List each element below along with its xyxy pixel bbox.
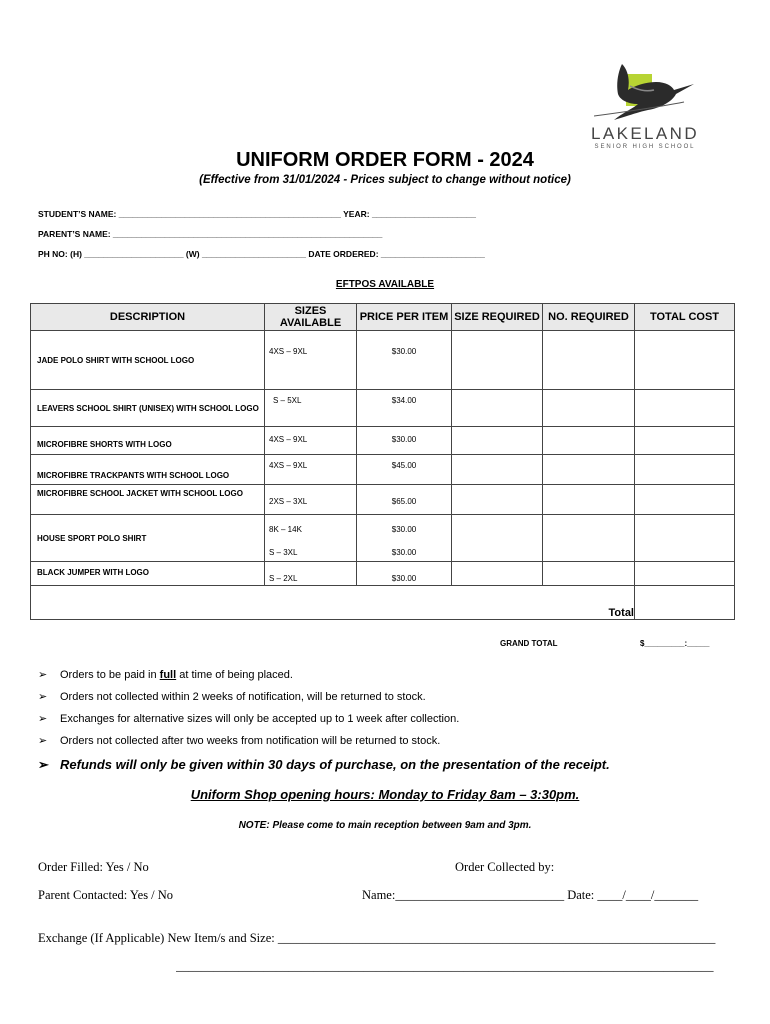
item-price: $30.00 — [391, 525, 417, 534]
arrow-icon: ➢ — [38, 757, 49, 772]
item-price: $34.00 — [391, 396, 417, 405]
logo-wordmark: LAKELAND — [590, 124, 700, 143]
no-required-cell[interactable] — [543, 331, 635, 390]
table-row — [31, 427, 735, 455]
eftpos-notice: EFTPOS AVAILABLE — [335, 279, 435, 290]
table-header-row — [31, 304, 735, 331]
size-required-cell[interactable] — [452, 427, 543, 455]
total-cell[interactable] — [635, 586, 735, 620]
table-row — [31, 390, 735, 427]
item-sizes: S – 5XL — [273, 396, 302, 405]
form-title: UNIFORM ORDER FORM - 2024 — [236, 149, 534, 171]
size-required-cell[interactable] — [452, 515, 543, 562]
refund-policy: ➢ Refunds will only be given within 30 days of purchase, on the presentation of the receipt. — [38, 757, 610, 772]
arrow-icon: ➢ — [38, 735, 48, 747]
arrow-icon: ➢ — [38, 669, 48, 681]
no-required-cell[interactable] — [543, 562, 635, 586]
grand-total-label: GRAND TOTAL — [500, 639, 558, 648]
table-row — [31, 331, 735, 390]
item-description: BLACK JUMPER WITH LOGO — [31, 562, 265, 586]
header-description: DESCRIPTION — [31, 304, 265, 331]
table-row — [31, 455, 735, 485]
item-description: MICROFIBRE SHORTS WITH LOGO — [31, 427, 265, 455]
school-logo — [590, 60, 700, 155]
item-sizes: 2XS – 3XL — [269, 497, 308, 506]
bullet-payment: ➢ Orders to be paid in full at time of being placed. — [38, 669, 293, 681]
size-required-cell[interactable] — [452, 485, 543, 515]
parent-contacted[interactable]: Parent Contacted: Yes / No — [38, 888, 174, 902]
item-description: MICROFIBRE SCHOOL JACKET WITH SCHOOL LOGO — [31, 485, 265, 515]
item-sizes-adult: S – 3XL — [269, 548, 298, 557]
name-date-field[interactable]: Name:___________________________ Date: ____/____/_______ — [362, 888, 699, 902]
phone-date-field[interactable]: PH NO: (H) _____________________ (W) ______________________ DATE ORDERED: ______________________ — [38, 249, 485, 259]
student-name-field[interactable]: STUDENT’S NAME: _______________________________________________ YEAR: ______________________ — [38, 209, 476, 219]
heron-icon — [594, 60, 700, 124]
no-required-cell[interactable] — [543, 427, 635, 455]
header-total-cost: TOTAL COST — [635, 304, 735, 331]
exchange-field[interactable]: Exchange (If Applicable) New Item/s and Size: ______________________________________________________________________ — [38, 931, 716, 945]
total-cost-cell[interactable] — [635, 390, 735, 427]
total-label: Total — [31, 586, 635, 620]
order-table — [30, 303, 735, 620]
shop-hours: Uniform Shop opening hours: Monday to Friday 8am – 3:30pm. — [190, 787, 580, 802]
order-filled[interactable]: Order Filled: Yes / No — [38, 860, 149, 874]
no-required-cell[interactable] — [543, 455, 635, 485]
header-price: PRICE PER ITEM — [357, 304, 452, 331]
item-description: HOUSE SPORT POLO SHIRT — [31, 515, 265, 562]
total-cost-cell[interactable] — [635, 427, 735, 455]
table-row — [31, 562, 735, 586]
table-row — [31, 515, 735, 562]
bullet-returns: ➢ Orders not collected after two weeks from notification will be returned to stock. — [38, 735, 441, 747]
item-sizes: 4XS – 9XL — [269, 435, 308, 444]
exchange-field-line2[interactable]: ______________________________________________________________________________________ — [176, 959, 714, 973]
total-cost-cell[interactable] — [635, 562, 735, 586]
arrow-icon: ➢ — [38, 691, 48, 703]
size-required-cell[interactable] — [452, 331, 543, 390]
total-cost-cell[interactable] — [635, 515, 735, 562]
parent-name-field[interactable]: PARENT’S NAME: _________________________________________________________ — [38, 229, 383, 239]
table-row — [31, 485, 735, 515]
item-price: $30.00 — [391, 574, 417, 583]
logo-subtext: SENIOR HIGH SCHOOL — [594, 144, 696, 150]
header-no-required: NO. REQUIRED — [543, 304, 635, 331]
header-size-required: SIZE REQUIRED — [452, 304, 543, 331]
no-required-cell[interactable] — [543, 390, 635, 427]
header-sizes: SIZES AVAILABLE — [265, 304, 357, 331]
item-price-adult: $30.00 — [391, 548, 417, 557]
size-required-cell[interactable] — [452, 455, 543, 485]
total-cost-cell[interactable] — [635, 485, 735, 515]
size-required-cell[interactable] — [452, 562, 543, 586]
no-required-cell[interactable] — [543, 515, 635, 562]
bullet-collection: ➢ Orders not collected within 2 weeks of notification, will be returned to stock. — [38, 691, 426, 703]
reception-note: NOTE: Please come to main reception between 9am and 3pm. — [238, 820, 532, 831]
bullet-exchanges: ➢ Exchanges for alternative sizes will only be accepted up to 1 week after collection. — [38, 713, 460, 725]
total-cost-cell[interactable] — [635, 331, 735, 390]
item-sizes: 4XS – 9XL — [269, 461, 308, 470]
item-sizes: 4XS – 9XL — [269, 347, 308, 356]
total-cost-cell[interactable] — [635, 455, 735, 485]
item-description: JADE POLO SHIRT WITH SCHOOL LOGO — [31, 331, 265, 390]
grand-total-value[interactable]: $_________:_____ — [640, 639, 710, 648]
form-subtitle: (Effective from 31/01/2024 - Prices subject to change without notice) — [199, 174, 571, 186]
no-required-cell[interactable] — [543, 485, 635, 515]
item-price: $65.00 — [391, 497, 417, 506]
item-sizes: S – 2XL — [269, 574, 298, 583]
order-collected[interactable]: Order Collected by: — [455, 860, 555, 874]
item-sizes: 8K – 14K — [269, 525, 302, 534]
size-required-cell[interactable] — [452, 390, 543, 427]
item-description: MICROFIBRE TRACKPANTS WITH SCHOOL LOGO — [31, 455, 265, 485]
arrow-icon: ➢ — [38, 713, 48, 725]
item-description: LEAVERS SCHOOL SHIRT (UNISEX) WITH SCHOOL LOGO — [31, 390, 265, 427]
total-row — [31, 586, 735, 620]
item-price: $30.00 — [391, 435, 417, 444]
item-price: $30.00 — [391, 347, 417, 356]
item-price: $45.00 — [391, 461, 417, 470]
